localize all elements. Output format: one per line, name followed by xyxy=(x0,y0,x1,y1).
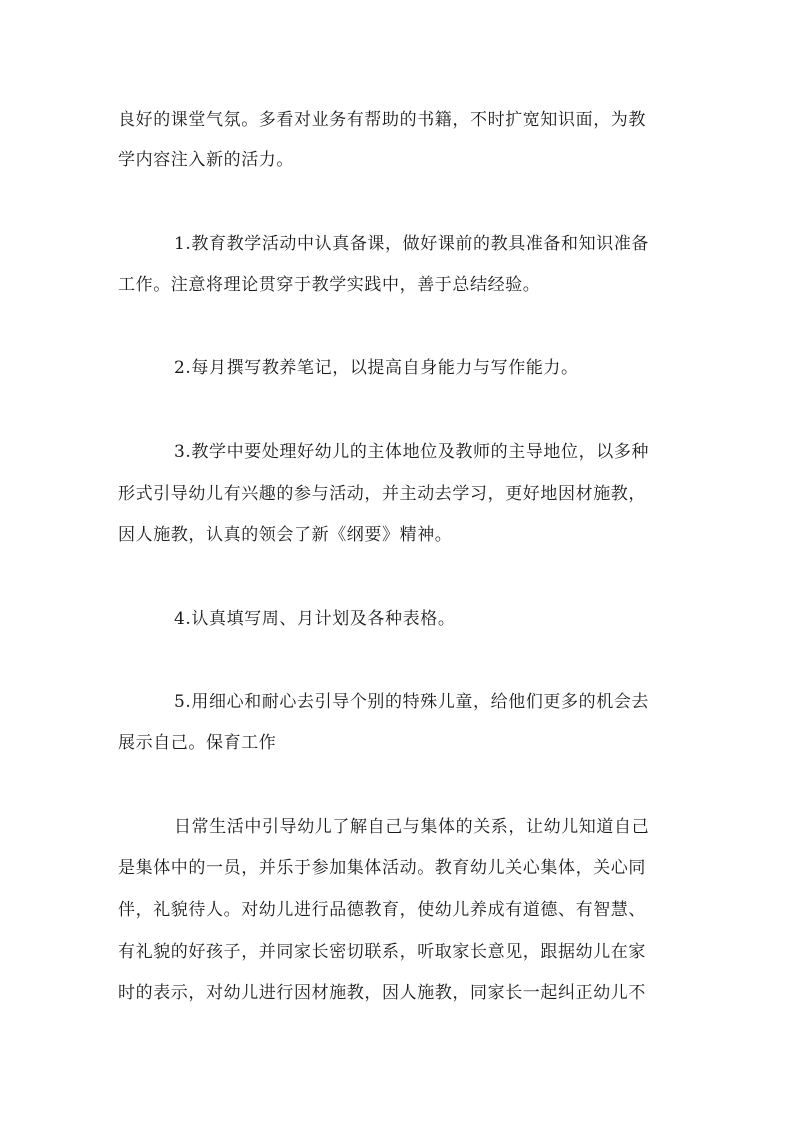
paragraph-intro-line-2: 学内容注入新的活力。 xyxy=(118,150,294,170)
paragraph-intro-line-1: 良好的课堂气氛。多看对业务有帮助的书籍，不时扩宽知识面，为教 xyxy=(118,110,646,130)
item-1-line-2: 工作。注意将理论贯穿于教学实践中，善于总结经验。 xyxy=(118,275,541,295)
item-4-line-1: 4.认真填写周、月计划及各种表格。 xyxy=(174,609,456,629)
paragraph-care-line-3: 伴，礼貌待人。对幼儿进行品德教育，使幼儿养成有道德、有智慧、 xyxy=(118,900,646,920)
paragraph-care-line-2: 是集体中的一员，并乐于参加集体活动。教育幼儿关心集体，关心同 xyxy=(118,858,646,878)
item-3-line-3: 因人施教，认真的领会了新《纲要》精神。 xyxy=(118,525,453,545)
item-5-line-2: 展示自己。保育工作 xyxy=(118,733,277,753)
paragraph-care-line-1: 日常生活中引导幼儿了解自己与集体的关系，让幼儿知道自己 xyxy=(174,817,650,837)
item-5-line-1: 5.用细心和耐心去引导个别的特殊儿童，给他们更多的机会去 xyxy=(174,692,650,712)
item-3-line-2: 形式引导幼儿有兴趣的参与活动，并主动去学习，更好地因材施教， xyxy=(118,484,646,504)
item-3-line-1: 3.教学中要处理好幼儿的主体地位及教师的主导地位，以多种 xyxy=(174,442,650,462)
item-2-line-1: 2.每月撰写教养笔记，以提高自身能力与写作能力。 xyxy=(174,358,579,378)
paragraph-care-line-4: 有礼貌的好孩子，并同家长密切联系，听取家长意见，跟据幼儿在家 xyxy=(118,942,646,962)
paragraph-care-line-5: 时的表示，对幼儿进行因材施教，因人施教，同家长一起纠正幼儿不 xyxy=(118,983,646,1003)
item-1-line-1: 1.教育教学活动中认真备课，做好课前的教具准备和知识准备 xyxy=(174,234,650,254)
